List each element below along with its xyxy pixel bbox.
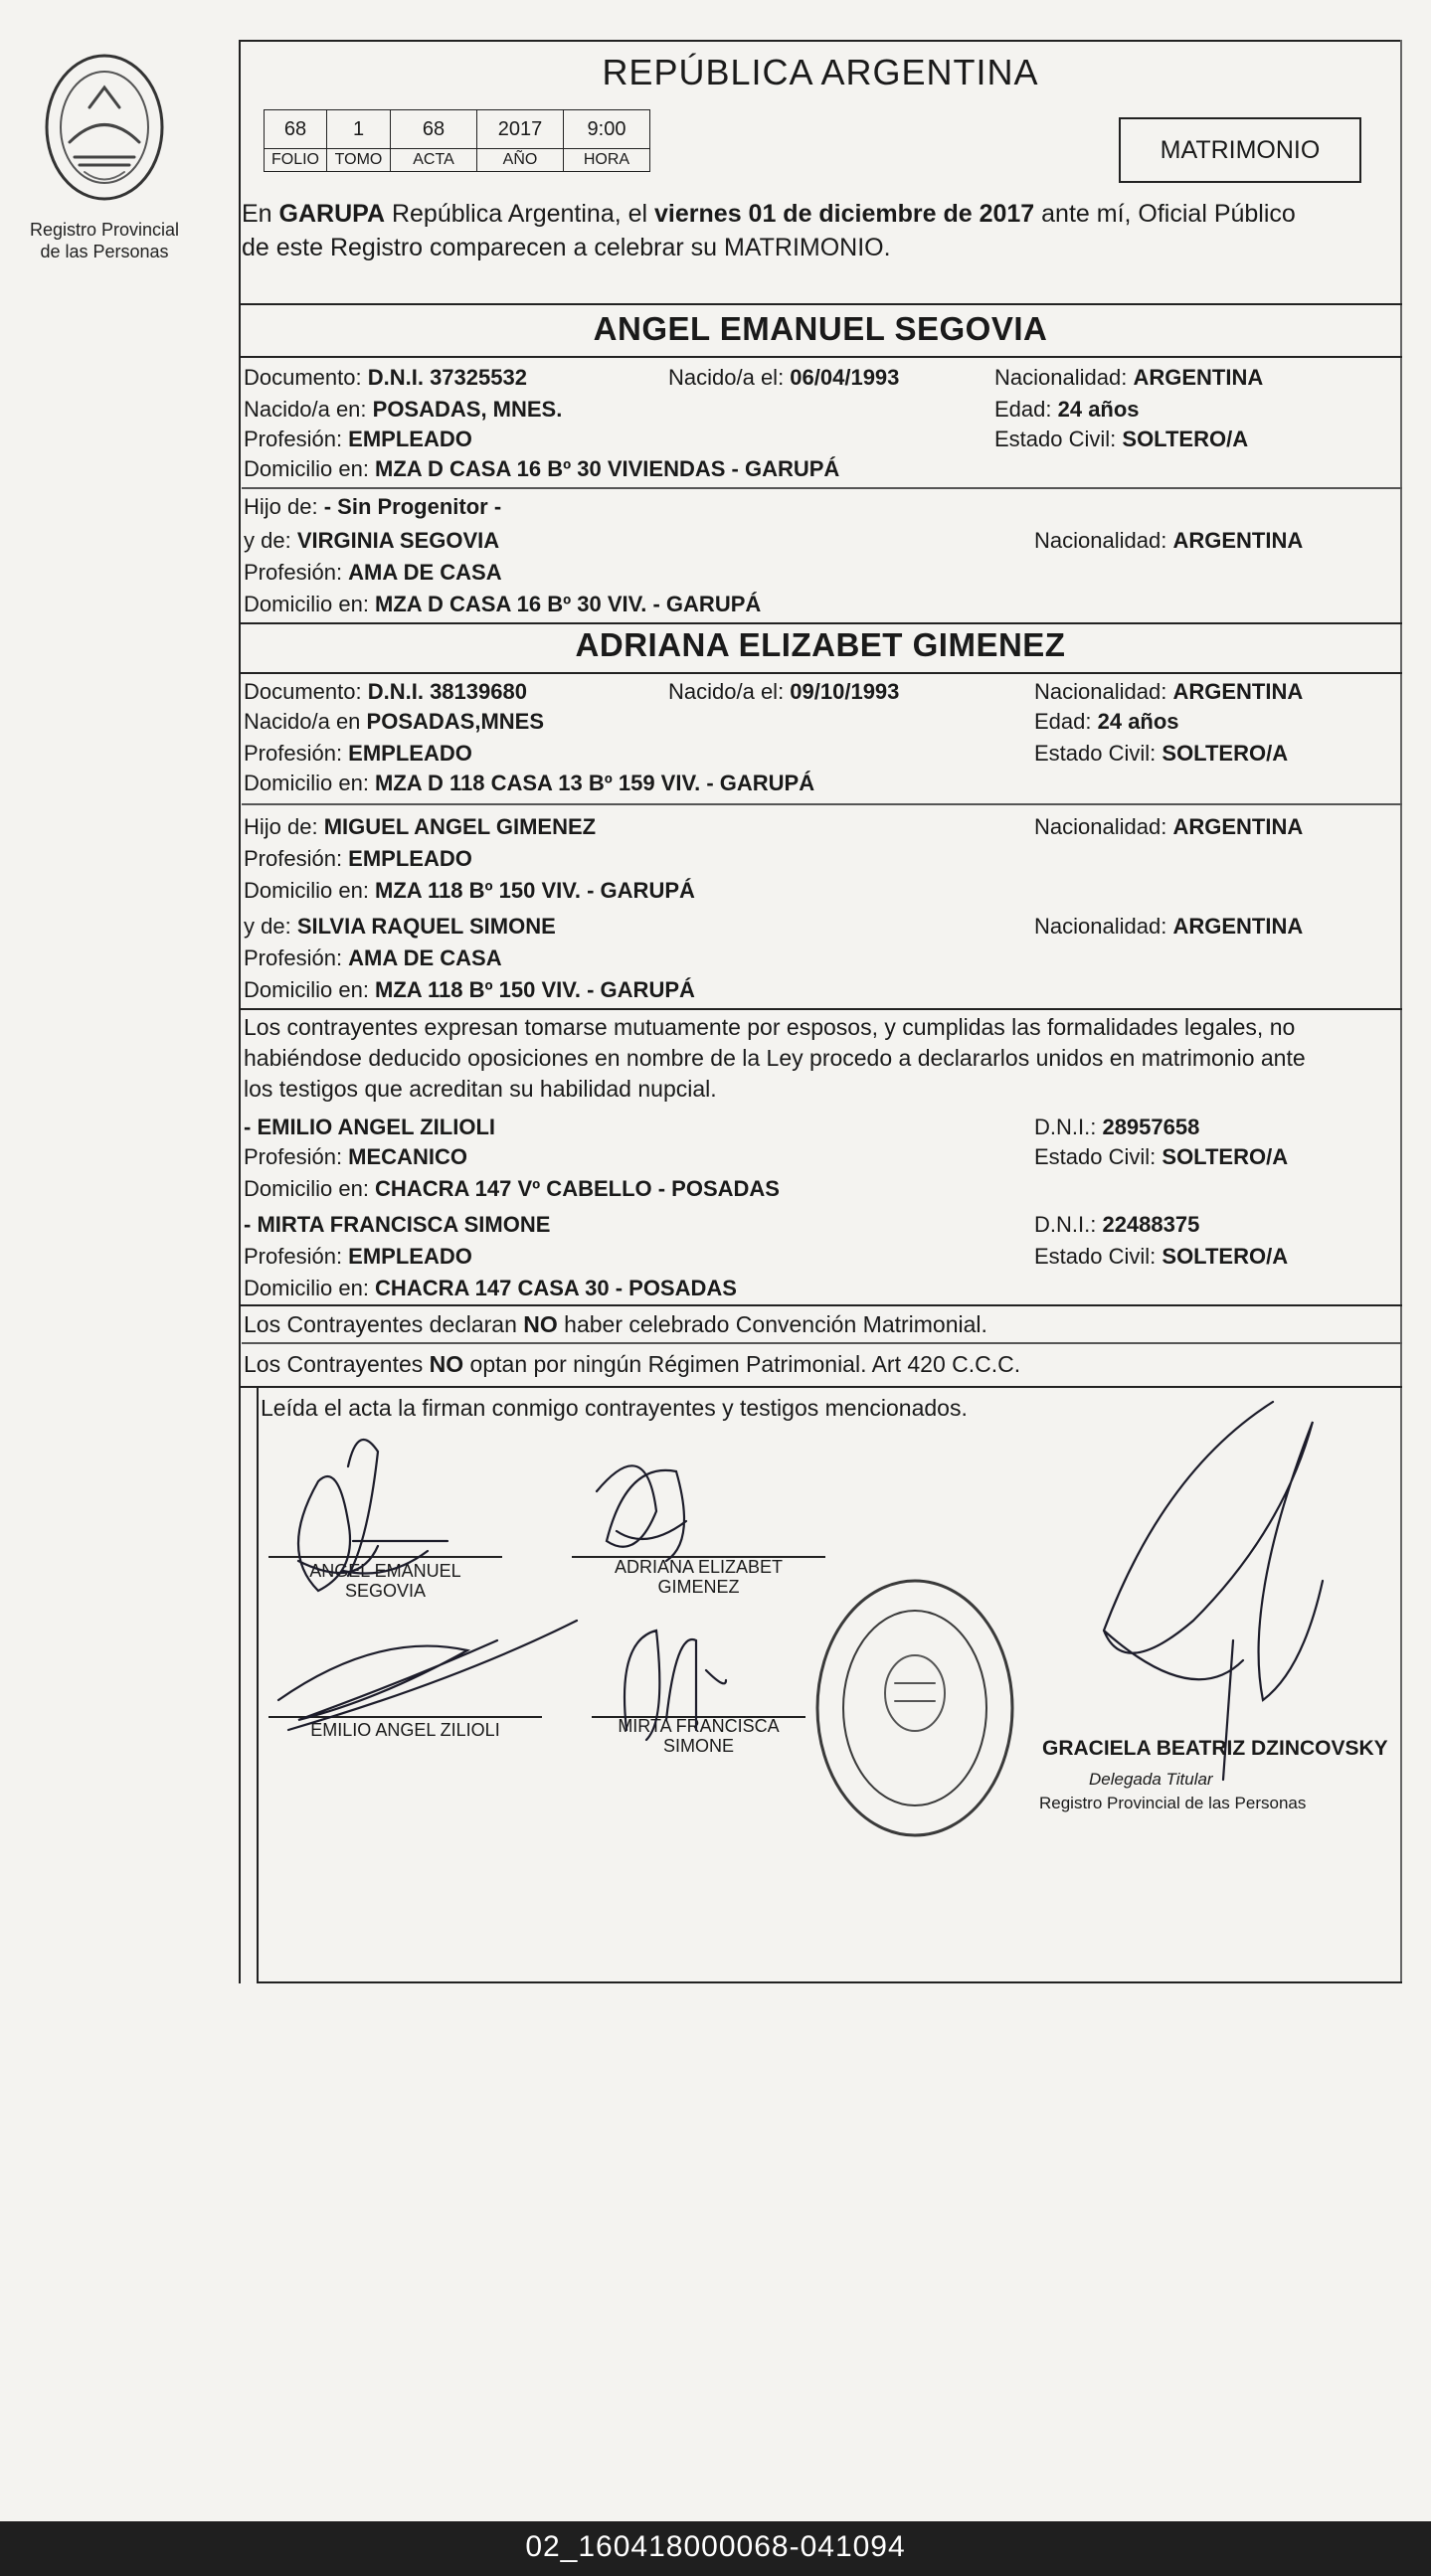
- ano-value: 2017: [477, 110, 564, 149]
- section-divider: [239, 356, 1402, 358]
- official-name: GRACIELA BEATRIZ DZINCOVSKY: [1042, 1737, 1388, 1760]
- handwritten-signatures: [259, 1422, 855, 1770]
- spouse1-nationality: Nacionalidad: ARGENTINA: [994, 365, 1264, 390]
- spouse1-age: Edad: 24 años: [994, 397, 1140, 422]
- spouse1-address: Domicilio en: MZA D CASA 16 Bº 30 VIVIENDAS - GARUPÁ: [244, 456, 840, 481]
- witness1-address: Domicilio en: CHACRA 147 Vº CABELLO - POSADAS: [244, 1176, 780, 1201]
- spouse2-mother-nationality: Nacionalidad: ARGENTINA: [1034, 914, 1304, 939]
- witness1-name: - EMILIO ANGEL ZILIOLI: [244, 1115, 495, 1139]
- section-divider: [239, 1008, 1402, 1010]
- document-bottom-rule: [257, 1981, 1402, 1983]
- witness1-profession: Profesión: MECANICO: [244, 1144, 467, 1169]
- convention-statement: Los Contrayentes declaran NO haber celebrado Convención Matrimonial.: [244, 1311, 987, 1337]
- witness1-civil-status: Estado Civil: SOLTERO/A: [1034, 1144, 1289, 1169]
- spouse1-mother: y de: VIRGINIA SEGOVIA: [244, 528, 500, 553]
- section-divider: [239, 622, 1402, 624]
- spouse2-mother-profession: Profesión: AMA DE CASA: [244, 945, 502, 970]
- registry-table: [264, 109, 650, 172]
- provincial-seal-logo: [30, 48, 179, 212]
- acta-value: 68: [391, 110, 477, 149]
- intro-text: En: [242, 200, 279, 228]
- signature-caption-groom: ANGEL EMANUEL SEGOVIA: [309, 1561, 461, 1601]
- signature-caption-witness2: MIRTA FRANCISCA SIMONE: [618, 1716, 780, 1756]
- subsection-divider: [242, 803, 1402, 805]
- tomo-value: 1: [327, 110, 391, 149]
- spouse2-address: Domicilio en: MZA D 118 CASA 13 Bº 159 VIV. - GARUPÁ: [244, 771, 815, 795]
- spouse1-mother-profession: Profesión: AMA DE CASA: [244, 560, 502, 585]
- logo-caption-line1: Registro Provincial: [29, 220, 180, 240]
- signature-caption-witness1: EMILIO ANGEL ZILIOLI: [310, 1720, 500, 1740]
- spouse1-mother-address: Domicilio en: MZA D CASA 16 Bº 30 VIV. - GARUPÁ: [244, 592, 762, 616]
- signature-caption-bride: ADRIANA ELIZABET GIMENEZ: [614, 1557, 784, 1597]
- acta-label: ACTA: [391, 149, 477, 172]
- spouse2-civil-status: Estado Civil: SOLTERO/A: [1034, 741, 1289, 766]
- signature-box-left-rule: [257, 1387, 259, 1983]
- spouse2-father: Hijo de: MIGUEL ANGEL GIMENEZ: [244, 814, 597, 839]
- intro-text: de este Registro comparecen a celebrar su MATRIMONIO.: [242, 234, 891, 261]
- folio-value: 68: [265, 110, 327, 149]
- spouse1-birthdate: Nacido/a el: 06/04/1993: [668, 365, 900, 390]
- hora-label: HORA: [564, 149, 650, 172]
- official-signature: [1044, 1382, 1362, 1790]
- spouse1-profession: Profesión: EMPLEADO: [244, 427, 472, 451]
- spouse2-father-nationality: Nacionalidad: ARGENTINA: [1034, 814, 1304, 839]
- intro-paragraph: [242, 197, 1400, 264]
- section-divider: [239, 1304, 1402, 1306]
- spouse1-father: Hijo de: - Sin Progenitor -: [244, 494, 502, 519]
- spouse1-birthplace: Nacido/a en: POSADAS, MNES.: [244, 397, 563, 422]
- intro-text: ante mí, Oficial Público: [1034, 200, 1296, 228]
- spouse2-mother: y de: SILVIA RAQUEL SIMONE: [244, 914, 556, 939]
- logo-caption: [5, 219, 204, 262]
- hora-value: 9:00: [564, 110, 650, 149]
- official-institution: Registro Provincial de las Personas: [1039, 1794, 1307, 1812]
- act-type-box: MATRIMONIO: [1119, 117, 1361, 183]
- spouse1-name: ANGEL EMANUEL SEGOVIA: [593, 310, 1048, 347]
- closing-statement: Leída el acta la firman conmigo contrayentes y testigos mencionados.: [261, 1395, 968, 1421]
- witness2-address: Domicilio en: CHACRA 147 CASA 30 - POSADAS: [244, 1276, 737, 1300]
- subsection-divider: [242, 487, 1402, 489]
- section-divider: [239, 672, 1402, 674]
- regime-statement: Los Contrayentes NO optan por ningún Régimen Patrimonial. Art 420 C.C.C.: [244, 1351, 1021, 1377]
- spouse1-civil-status: Estado Civil: SOLTERO/A: [994, 427, 1249, 451]
- spouse1-document: Documento: D.N.I. 37325532: [244, 365, 527, 390]
- intro-city: GARUPA: [278, 200, 386, 228]
- spouse2-birthplace: Nacido/a en POSADAS,MNES: [244, 709, 545, 734]
- witness2-civil-status: Estado Civil: SOLTERO/A: [1034, 1244, 1289, 1269]
- spouse2-father-address: Domicilio en: MZA 118 Bº 150 VIV. - GARUPÁ: [244, 878, 695, 903]
- witness2-profession: Profesión: EMPLEADO: [244, 1244, 472, 1269]
- spouse2-profession: Profesión: EMPLEADO: [244, 741, 472, 766]
- spouse2-name: ADRIANA ELIZABET GIMENEZ: [575, 626, 1066, 663]
- witness1-dni: D.N.I.: 28957658: [1034, 1115, 1200, 1139]
- document-id: 02_160418000068-041094: [525, 2530, 906, 2563]
- tomo-label: TOMO: [327, 149, 391, 172]
- intro-date: viernes 01 de diciembre de 2017: [654, 200, 1035, 228]
- witness2-dni: D.N.I.: 22488375: [1034, 1212, 1200, 1237]
- witness2-name: - MIRTA FRANCISCA SIMONE: [244, 1212, 551, 1237]
- spouse2-nationality: Nacionalidad: ARGENTINA: [1034, 679, 1304, 704]
- spouse2-birthdate: Nacido/a el: 09/10/1993: [668, 679, 900, 704]
- spouse2-age: Edad: 24 años: [1034, 709, 1179, 734]
- frame-top-rule: [239, 40, 1402, 42]
- official-role: Delegada Titular: [1089, 1770, 1213, 1789]
- delegation-stamp: [810, 1574, 1019, 1842]
- intro-text: República Argentina, el: [385, 200, 655, 228]
- spouse2-mother-address: Domicilio en: MZA 118 Bº 150 VIV. - GARUPÁ: [244, 977, 695, 1002]
- ano-label: AÑO: [477, 149, 564, 172]
- section-divider: [239, 303, 1402, 305]
- spouse2-father-profession: Profesión: EMPLEADO: [244, 846, 472, 871]
- spouse1-mother-nationality: Nacionalidad: ARGENTINA: [1034, 528, 1304, 553]
- document-title: REPÚBLICA ARGENTINA: [602, 52, 1039, 92]
- spouse2-document: Documento: D.N.I. 38139680: [244, 679, 527, 704]
- subsection-divider: [242, 1342, 1402, 1344]
- logo-caption-line2: de las Personas: [40, 242, 169, 261]
- folio-label: FOLIO: [265, 149, 327, 172]
- declaration-paragraph: Los contrayentes expresan tomarse mutuamente por esposos, y cumplidas las formalidades legales, no habiéndose deducido oposiciones en nombre de la Ley procedo a declararlos unidos en matrimonio ante los testigos que acreditan su habilidad nupcial.: [244, 1014, 1306, 1102]
